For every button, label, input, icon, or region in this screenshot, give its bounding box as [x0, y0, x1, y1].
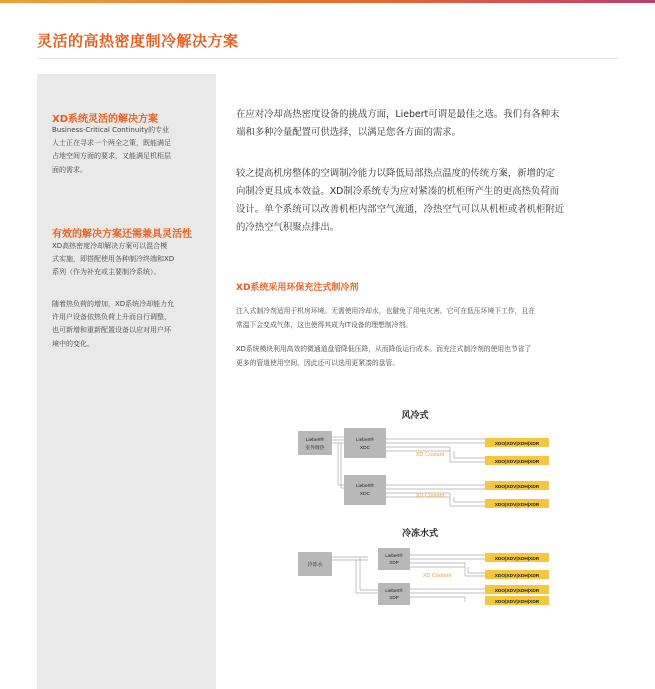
- air-cooled-terminals: [485, 438, 549, 508]
- main-paragraph-3: 注入式制冷剂适用于机房环境。无需使用冷却水，也避免了用电灾害。它可在低压环境下工作，且在 常温下会变成气体，这也使得其成为IT设备的理想制冷剂。: [236, 307, 536, 329]
- section-heading-refrigerant: XD系统采用环保充注式制冷剂: [236, 283, 359, 293]
- main-paragraph-2: 较之提高机房整体的空调制冷能力以降低局部热点温度的传统方案，新增的定 向制冷更具成本效益。XD制冷系统专为应对紧凑的机柜所产生的更高热负荷而 设计。单个系统可以改善机柜内部空气流通，冷热空气可以从机柜或者机柜附近 的冷热空气积聚点排出。: [236, 168, 565, 233]
- sidebar-paragraph-3: 随着热负荷的增加，XD系统冷却能力允 许用户设备依热负荷上升而自行调整， 也可新增和重新配置设备以应对用户环 境中的变化。: [52, 300, 175, 348]
- xdc-unit-1-model: XDC: [359, 446, 371, 451]
- page-title: 灵活的高热密度制冷解决方案: [37, 32, 239, 50]
- xdp-unit-1-brand: Liebert®: [385, 553, 403, 558]
- title-divider: [37, 58, 618, 59]
- xdp-unit-2-model: XDP: [389, 595, 399, 600]
- xdp-unit-1-model: XDP: [389, 560, 399, 565]
- air-cooled-coolant-label-1: XD Coolant: [415, 452, 445, 458]
- xdc-unit-2: [344, 475, 386, 505]
- chilled-water-supply-pipes: [332, 557, 378, 593]
- terminal-label: XDO|XDV|XDH|XDR: [494, 441, 540, 447]
- outdoor-heat-rejection-unit: [298, 431, 332, 455]
- terminal-label: XDO|XDV|XDH|XDR: [494, 556, 540, 562]
- air-cooled-coolant-label-2: XD Coolant: [415, 493, 445, 499]
- sidebar-paragraph-1: Business-Critical Continuity的专业 人士正在寻求一个两全之策，既能满足 占地空间方面的要求，又能满足机柜层 面的需求。: [52, 126, 171, 174]
- outdoor-unit-label: 室外散热: [305, 446, 325, 451]
- system-diagram: [290, 405, 560, 605]
- sidebar-paragraph-2: XD高热密度冷却解决方案可以混合模 式实施，即搭配使用各种制冷终端和XD 系列（作为补充或主要制冷系统）。: [52, 242, 175, 277]
- terminal-label: XDO|XDV|XDH|XDR: [494, 484, 540, 490]
- chilled-water-coolant-label: XD Coolant: [422, 573, 452, 579]
- sidebar-heading-flexibility: 有效的解决方案还需兼具灵活性: [52, 229, 192, 240]
- xdc-unit-1: [344, 428, 386, 458]
- outdoor-unit-brand: Liebert®: [305, 438, 325, 443]
- xdc-unit-2-brand: Liebert®: [355, 484, 375, 489]
- chilled-water-terminals: [485, 553, 549, 605]
- terminal-label: XDO|XDV|XDH|XDR: [494, 588, 540, 594]
- terminal-label: XDO|XDV|XDH|XDR: [494, 573, 540, 579]
- chilled-water-title: 冷冻水式: [401, 528, 439, 538]
- top-accent-bar: [0, 0, 655, 3]
- air-cooled-title: 风冷式: [401, 410, 429, 420]
- sidebar-heading-flexible-solution: XD系统灵活的解决方案: [52, 114, 159, 125]
- xdc-unit-2-model: XDC: [359, 492, 371, 497]
- air-cooled-supply-pipes: [332, 437, 344, 488]
- terminal-label: XDO|XDV|XDH|XDR: [494, 459, 540, 465]
- terminal-label: XDO|XDV|XDH|XDR: [494, 599, 540, 605]
- chilled-water-source-label: 冷冻水: [307, 562, 323, 568]
- main-paragraph-4: XD系统模块利用高效的微通道盘管降低压降，从而降低运行成本。而充注式制冷剂的使用也节省了 更多的管道使用空间，因此还可以选用更紧凑的盘管。: [236, 345, 532, 367]
- terminal-label: XDO|XDV|XDH|XDR: [494, 502, 540, 508]
- xdc-unit-1-brand: Liebert®: [355, 438, 375, 443]
- xdp-unit-1: [378, 548, 410, 570]
- main-paragraph-1: 在应对冷却高热密度设备的挑战方面，Liebert可谓是最佳之选。我们有各种末 端和多种冷量配置可供选择，以满足您各方面的需求。: [236, 109, 560, 138]
- xdp-unit-2: [378, 583, 410, 605]
- xdp-unit-2-brand: Liebert®: [385, 588, 403, 593]
